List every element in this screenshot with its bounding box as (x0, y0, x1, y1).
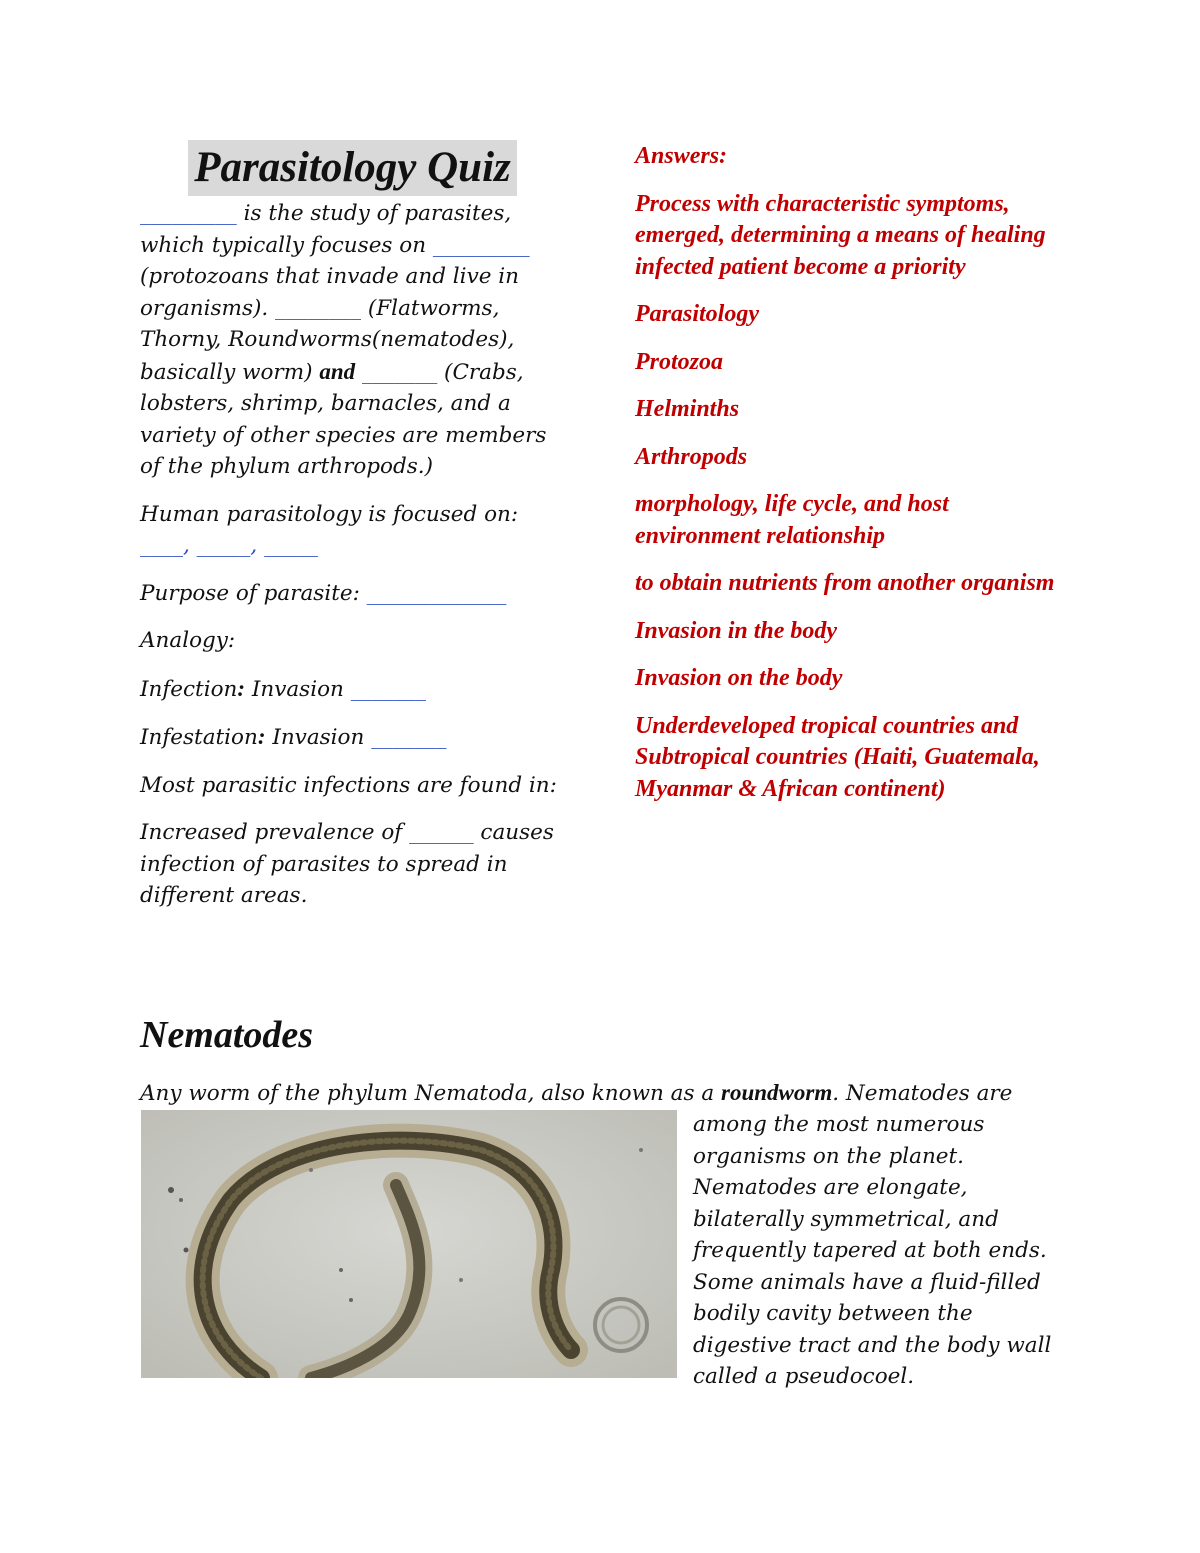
nematode-image (141, 1110, 677, 1378)
section-title: Nematodes (140, 1014, 314, 1056)
nematode-micrograph (141, 1110, 677, 1378)
answer-item: Parasitology (635, 301, 759, 327)
question-3: Purpose of parasite: _____________ (140, 580, 507, 606)
answers-heading: Answers: (635, 143, 728, 169)
blank: ______ (409, 820, 474, 845)
blank: ________ (275, 295, 362, 321)
question-7: Most parasitic infections are found in: (140, 772, 557, 798)
question-6: Infestation: Invasion _______ (140, 724, 447, 750)
question-8: Increased prevalence of ______ causes infection of parasites to spread in different areas. (140, 820, 554, 908)
blank: _________ (140, 201, 237, 226)
blank: _______ (361, 359, 438, 385)
blank: _________ (432, 232, 530, 258)
keyword: roundworm (721, 1080, 833, 1105)
answer-item: Invasion on the body (635, 665, 843, 691)
answer-item: Protozoa (635, 348, 724, 375)
answer-item: to obtain nutrients from another organism (635, 570, 1055, 596)
quiz-column (140, 140, 565, 928)
question-2: Human parasitology is focused on: (140, 501, 519, 527)
question-1: _________ is the study of parasites, which typically focuses on _________ (protozoans that invade and live in organisms). ________ (Flatworms, Thorny, Roundworms(nematodes), basically worm) and _______ (Crabs, lobsters, shrimp, barnacles, and a variety of other species are members of the phylum arthropods.) (140, 201, 547, 479)
and-word: and (319, 358, 356, 384)
answer-item: Process with characteristic symptoms, emerged, determining a means of healing infected patient become a priority (635, 190, 1046, 280)
answer-item: morphology, life cycle, and host environment relationship (635, 491, 949, 549)
answers-column (635, 141, 1055, 821)
question-5: Infection: Invasion _______ (140, 675, 426, 702)
blank: _____________ (366, 580, 507, 606)
section-body: among the most numerous organisms on the planet. Nematodes are elongate, bilaterally symmetrical, and frequently tapered at both ends. Some animals have a fluid-filled bodily cavity between the digestive tract and the body wall called a pseudocoel. (693, 1112, 1052, 1389)
blank: _______ (350, 676, 426, 702)
answer-item: Invasion in the body (635, 617, 838, 644)
quiz-title: Parasitology Quiz (188, 140, 517, 196)
answer-item: Helminths (635, 396, 740, 422)
question-4: Analogy: (140, 628, 236, 653)
question-2-blanks: ____, _____, _____ (140, 533, 318, 558)
answer-item: Underdeveloped tropical countries and Subtropical countries (Haiti, Guatemala, Myanmar & African continent) (635, 712, 1040, 802)
answer-item: Arthropods (635, 443, 748, 470)
blank: _______ (371, 725, 447, 750)
section-intro: Any worm of the phylum Nematoda, also known as a roundworm. Nematodes are (140, 1080, 1013, 1106)
